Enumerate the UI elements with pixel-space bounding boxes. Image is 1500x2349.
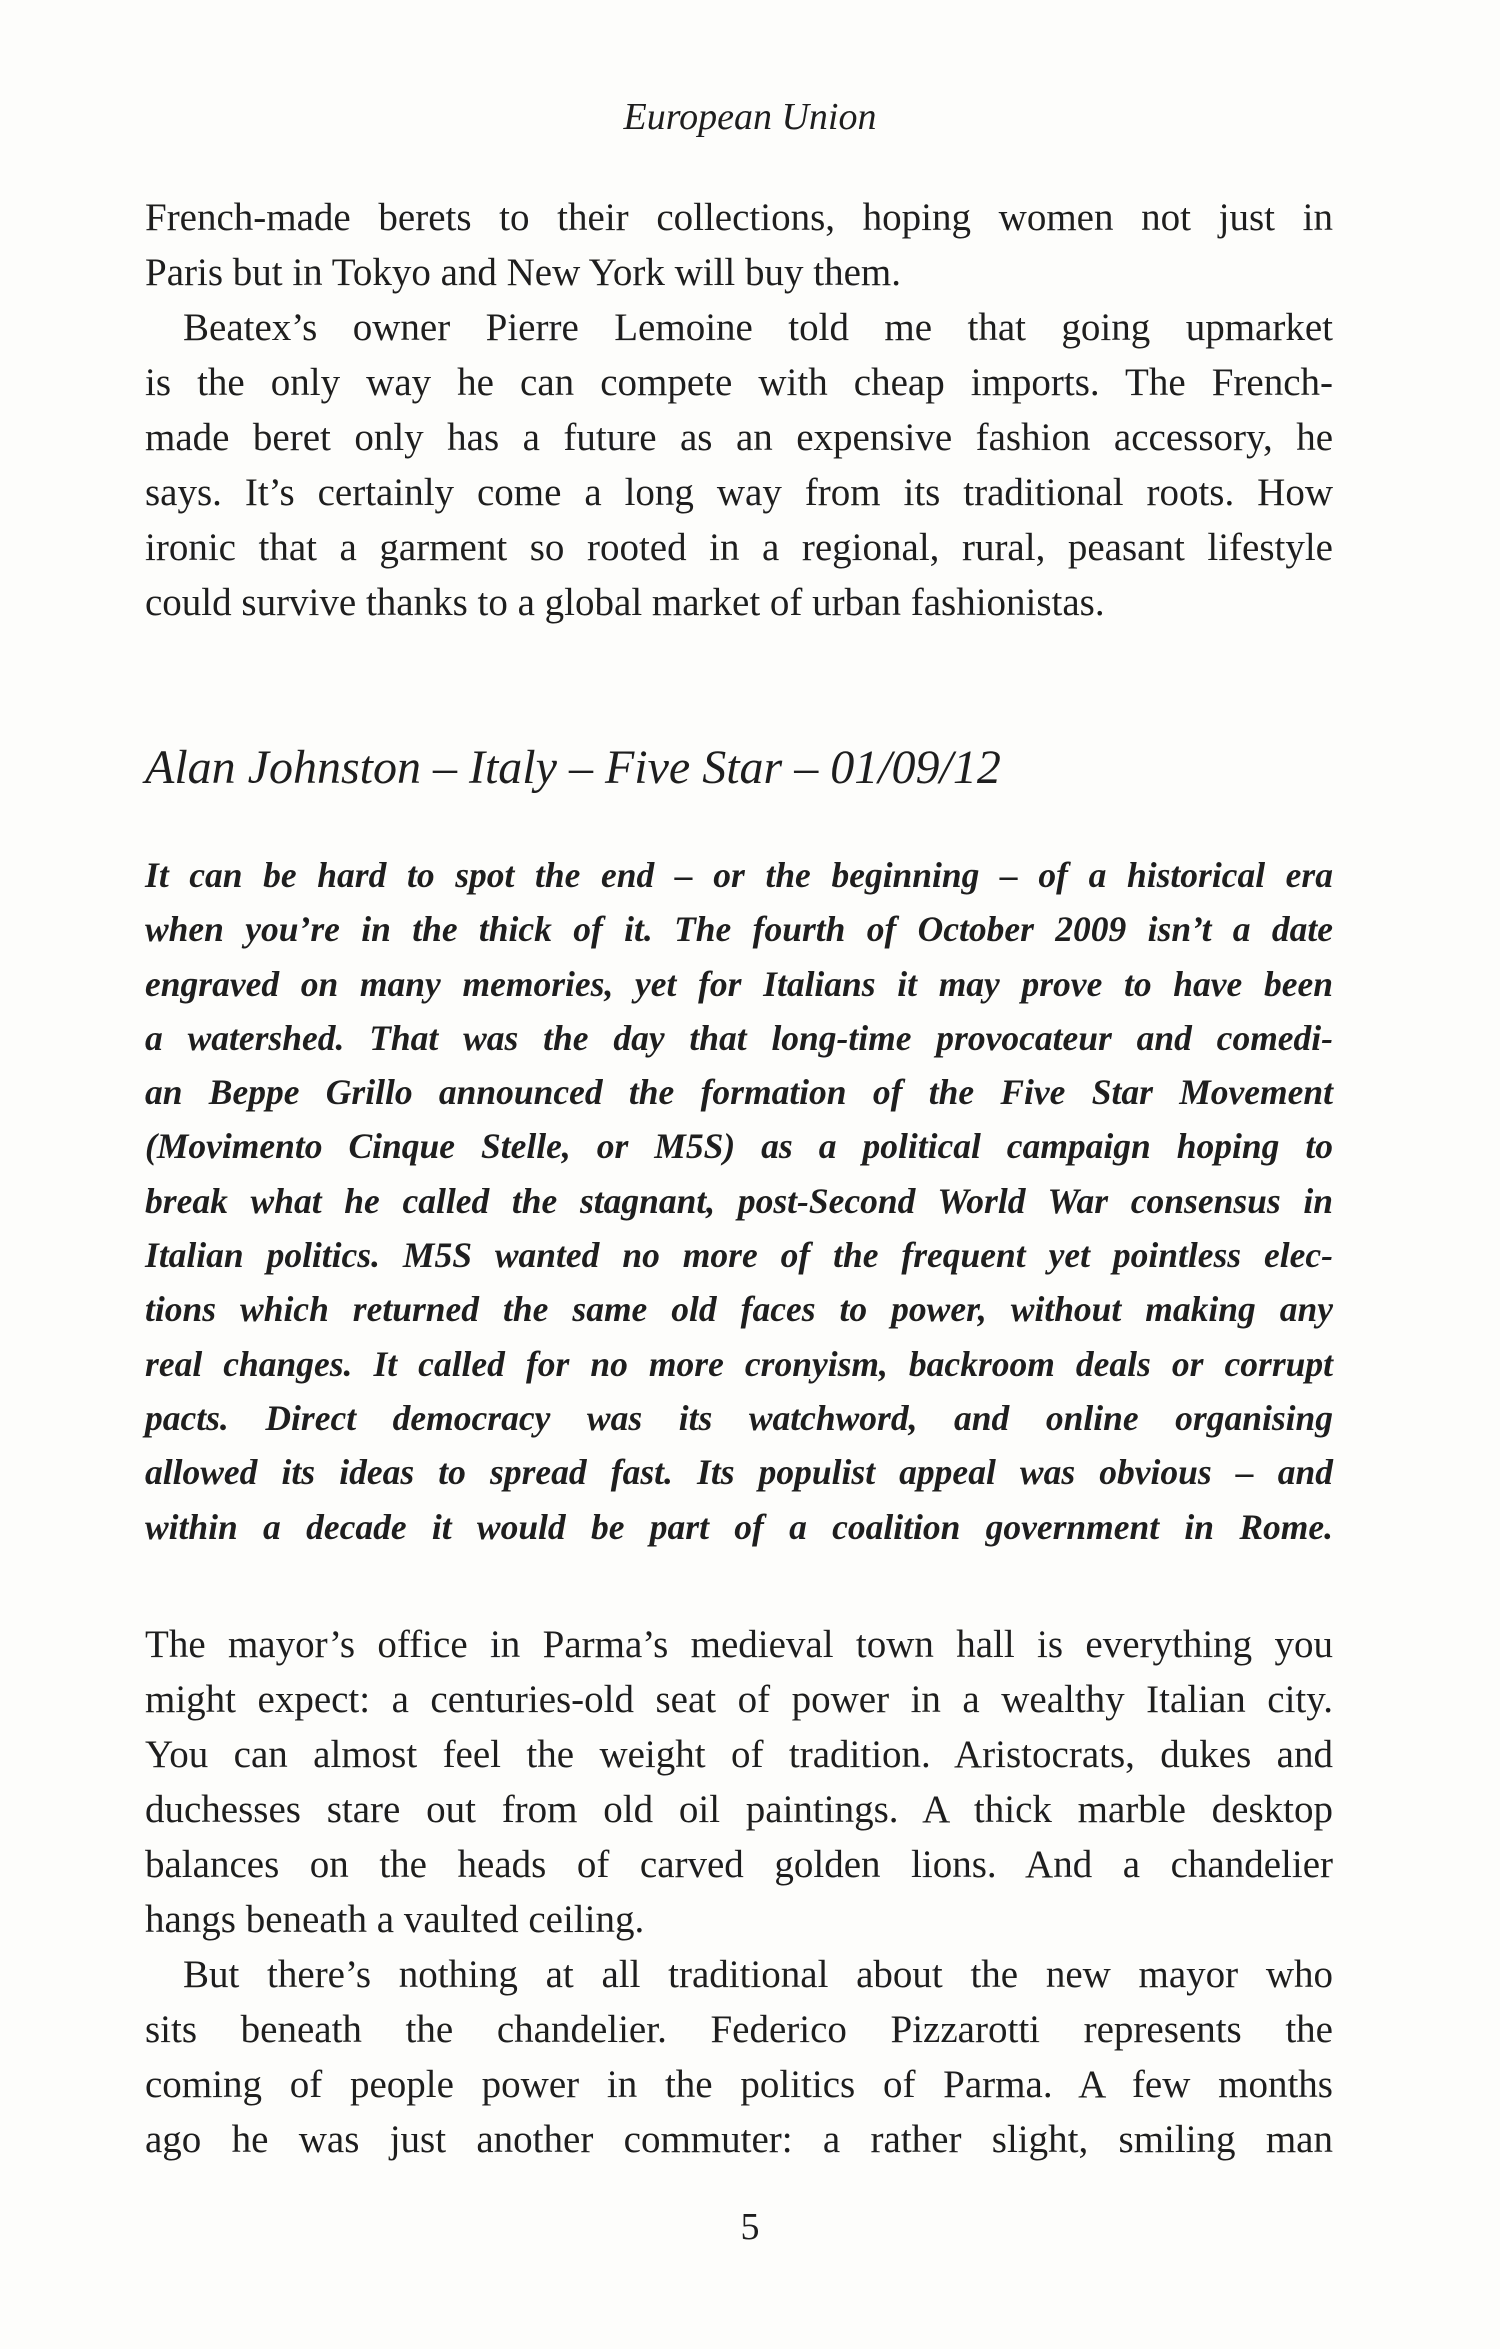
text-line: hangs beneath a vaulted ceiling.	[145, 1898, 645, 1941]
text-line: balances on the heads of carved golden lions. And a chandelier	[145, 1843, 1333, 1886]
body-text	[145, 1617, 1333, 2167]
text-line: an Beppe Grillo announced the formation of the Five Star Movement	[145, 1072, 1333, 1113]
text-line: ago he was just another commuter: a rather slight, smiling man	[145, 2118, 1333, 2161]
text-line: coming of people power in the politics of Parma. A few months	[145, 2063, 1333, 2106]
text-line: (Movimento Cinque Stelle, or M5S) as a political campaign hoping to	[145, 1126, 1333, 1167]
text-line: break what he called the stagnant, post-Second World War consensus in	[145, 1180, 1333, 1221]
paragraph-1	[145, 190, 1333, 630]
text-line: real changes. It called for no more cronyism, backroom deals or corrupt	[145, 1343, 1333, 1384]
section-heading: Alan Johnston – Italy – Five Star – 01/09/12	[145, 741, 1001, 794]
text-line: ironic that a garment so rooted in a regional, rural, peasant lifestyle	[145, 526, 1333, 569]
text-line: duchesses stare out from old oil paintings. A thick marble desktop	[145, 1788, 1333, 1831]
text-line: You can almost feel the weight of tradition. Aristocrats, dukes and	[145, 1733, 1333, 1776]
text-line: engraved on many memories, yet for Italians it may prove to have been	[145, 963, 1333, 1004]
text-line: could survive thanks to a global market of urban fashionistas.	[145, 581, 1105, 624]
text-line: Italian politics. M5S wanted no more of the frequent yet pointless elec-	[145, 1235, 1333, 1276]
text-line: Paris but in Tokyo and New York will buy them.	[145, 251, 901, 294]
intro-paragraph	[145, 848, 1333, 1554]
text-line: says. It’s certainly come a long way from its traditional roots. How	[145, 471, 1333, 514]
page-number: 5	[740, 2206, 760, 2248]
text-line: pacts. Direct democracy was its watchword, and online organising	[145, 1397, 1333, 1438]
text-line: a watershed. That was the day that long-time provocateur and comedi-	[145, 1017, 1333, 1058]
text-line: within a decade it would be part of a coalition government in Rome.	[145, 1506, 1333, 1547]
running-head: European Union	[623, 96, 877, 138]
text-line: Beatex’s owner Pierre Lemoine told me that going upmarket	[183, 306, 1333, 349]
text-line: It can be hard to spot the end – or the beginning – of a historical era	[145, 855, 1333, 895]
text-line: made beret only has a future as an expensive fashion accessory, he	[145, 416, 1333, 459]
text-line: The mayor’s office in Parma’s medieval town hall is everything you	[145, 1623, 1333, 1666]
text-line: when you’re in the thick of it. The fourth of October 2009 isn’t a date	[145, 909, 1333, 950]
text-line: tions which returned the same old faces to power, without making any	[145, 1289, 1333, 1330]
text-line: might expect: a centuries-old seat of power in a wealthy Italian city.	[145, 1678, 1333, 1721]
text-line: is the only way he can compete with cheap imports. The French-	[145, 361, 1333, 404]
text-line: sits beneath the chandelier. Federico Pizzarotti represents the	[145, 2008, 1333, 2051]
text-line: French-made berets to their collections, hoping women not just in	[145, 196, 1333, 239]
text-line: But there’s nothing at all traditional about the new mayor who	[183, 1953, 1333, 1996]
text-line: allowed its ideas to spread fast. Its populist appeal was obvious – and	[145, 1452, 1333, 1493]
